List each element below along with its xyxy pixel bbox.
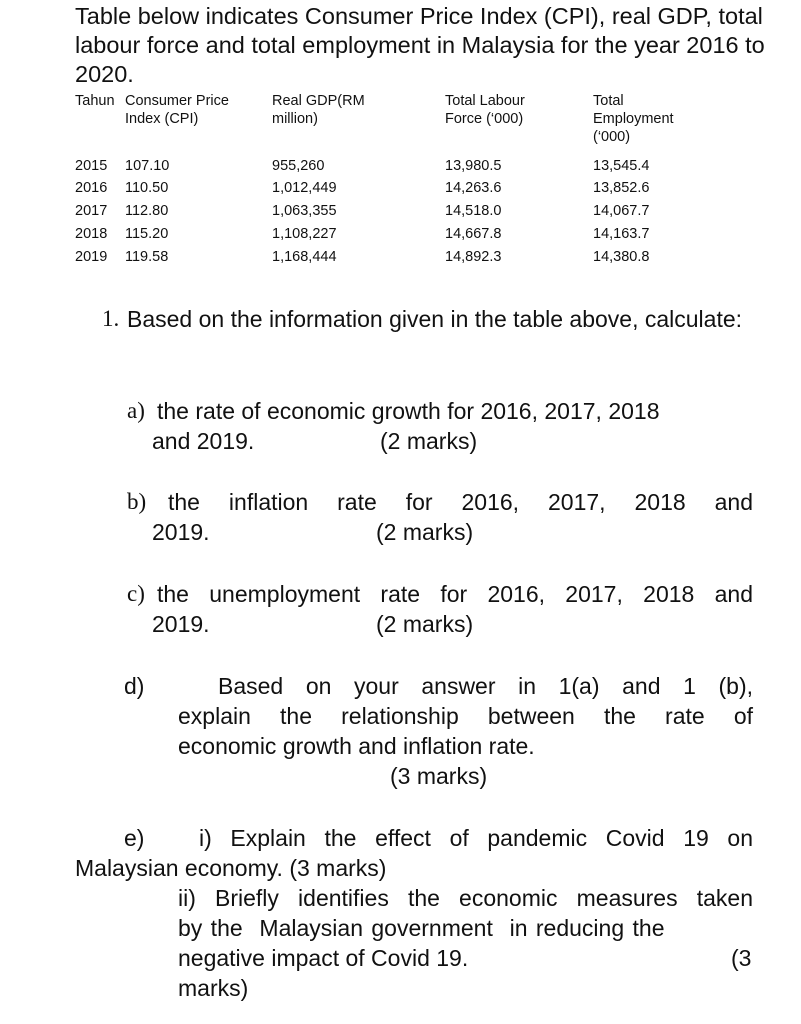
cell-cpi: 112.80 [125, 203, 169, 219]
cell-labour: 14,263.6 [445, 180, 502, 196]
part-e-label: e) [124, 825, 145, 851]
cell-employment: 14,067.7 [593, 203, 650, 219]
part-a-line: the rate of economic growth for 2016, 2017, 2018 [157, 398, 660, 424]
question-text: Based on the information given in the table above, calculate: [127, 306, 743, 332]
header-gdp-line: million) [272, 111, 318, 127]
part-e-ii-line: negative impact of Covid 19. [178, 945, 469, 971]
cell-year: 2015 [75, 158, 108, 174]
cell-cpi: 119.58 [125, 249, 169, 265]
part-c-marks: (2 marks) [376, 611, 474, 637]
part-d-line: Based on your answer in 1(a) and 1 (b), [218, 673, 753, 699]
header-year: Tahun [75, 93, 115, 109]
part-c-line: the unemployment rate for 2016, 2017, 2018 and [157, 581, 753, 607]
cell-employment: 14,380.8 [593, 249, 650, 265]
header-employment-line: (‘000) [593, 129, 631, 145]
part-a-label: a) [127, 398, 145, 423]
cell-cpi: 115.20 [125, 226, 169, 242]
part-c-label: c) [127, 581, 145, 606]
cell-employment: 13,545.4 [593, 158, 650, 174]
part-e-i-line: Malaysian economy. (3 marks) [75, 855, 387, 881]
cell-gdp: 1,012,449 [272, 180, 337, 196]
part-b-line: 2019. [152, 519, 210, 545]
cell-labour: 14,892.3 [445, 249, 502, 265]
cell-employment: 13,852.6 [593, 180, 650, 196]
header-labour [445, 92, 525, 128]
header-cpi-line: Index (CPI) [125, 111, 199, 127]
part-e-i-line: i) Explain the effect of pandemic Covid 19 on [199, 825, 753, 851]
header-gdp-line: Real GDP(RM [272, 93, 365, 109]
part-d-marks: (3 marks) [390, 763, 488, 789]
part-b-line: the inflation rate for 2016, 2017, 2018 and [168, 489, 753, 515]
header-gdp [272, 92, 365, 128]
cell-gdp: 955,260 [272, 158, 325, 174]
part-e-ii-marks: (3 [731, 945, 752, 971]
part-a-line: and 2019. [152, 428, 255, 454]
intro-paragraph: Table below indicates Consumer Price Index (CPI), real GDP, total labour force and total employment in Malaysia for the year 2016 to 2020. [75, 3, 765, 87]
cell-year: 2017 [75, 203, 108, 219]
part-d-line: explain the relationship between the rate of [178, 703, 753, 729]
cell-labour: 14,518.0 [445, 203, 502, 219]
part-e-ii-line: by the Malaysian government in reducing the [178, 915, 665, 941]
header-labour-line: Force (‘000) [445, 111, 524, 127]
part-c-line: 2019. [152, 611, 210, 637]
header-employment-line: Total [593, 93, 624, 109]
cell-gdp: 1,168,444 [272, 249, 337, 265]
part-e-ii-marks: marks) [178, 975, 249, 1001]
cell-gdp: 1,108,227 [272, 226, 337, 242]
cell-year: 2019 [75, 249, 108, 265]
cell-year: 2016 [75, 180, 108, 196]
cell-gdp: 1,063,355 [272, 203, 337, 219]
cell-labour: 14,667.8 [445, 226, 502, 242]
question-number: 1. [102, 306, 120, 331]
part-d-label: d) [124, 673, 145, 699]
part-d-line: economic growth and inflation rate. [178, 733, 535, 759]
header-employment [593, 92, 674, 146]
cell-cpi: 110.50 [125, 180, 169, 196]
cell-labour: 13,980.5 [445, 158, 502, 174]
header-labour-line: Total Labour [445, 93, 525, 109]
header-employment-line: Employment [593, 111, 674, 127]
cell-year: 2018 [75, 226, 108, 242]
part-a-marks: (2 marks) [380, 428, 478, 454]
cell-cpi: 107.10 [125, 158, 170, 174]
part-b-marks: (2 marks) [376, 519, 474, 545]
part-e-ii-line: ii) Briefly identifies the economic measures taken [178, 885, 753, 911]
part-b-label: b) [127, 489, 147, 514]
cell-employment: 14,163.7 [593, 226, 650, 242]
header-cpi [125, 92, 229, 128]
header-cpi-line: Consumer Price [125, 93, 229, 109]
